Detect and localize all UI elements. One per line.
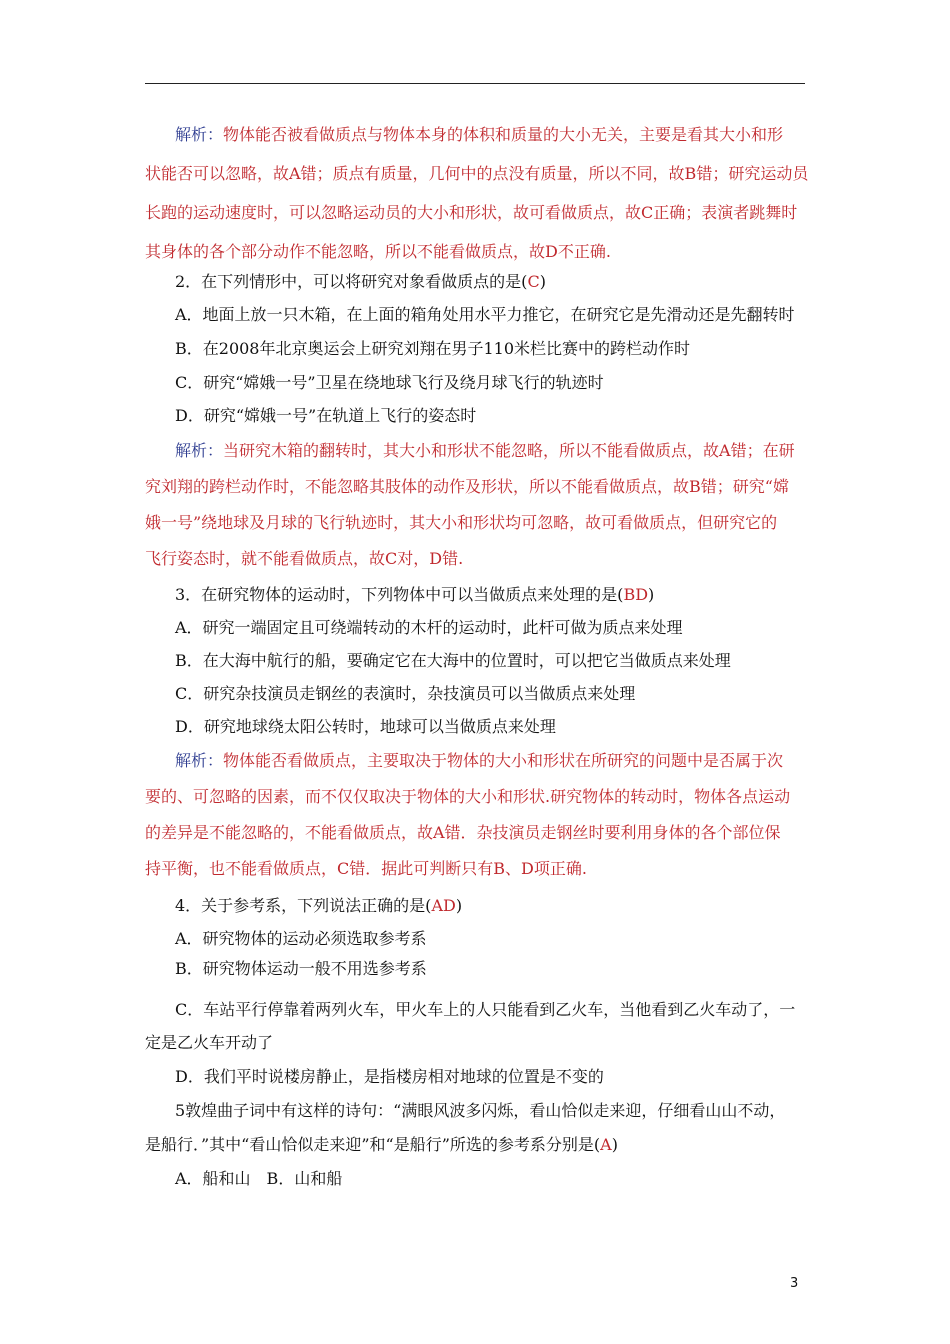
question-3-option-d: D．研究地球绕太阳公转时，地球可以当做质点来处理: [175, 717, 556, 736]
question-5-answer: A: [600, 1135, 612, 1154]
question-4-option-c-line-2: 定是乙火车开动了: [145, 1033, 274, 1052]
analysis-2-line-1: 解析：当研究木箱的翻转时，其大小和形状不能忽略，所以不能看做质点，故A错；在研: [175, 441, 795, 460]
question-3-answer: BD: [623, 585, 649, 604]
analysis-3-line-2: 要的、可忽略的因素，而不仅仅取决于物体的大小和形状.研究物体的转动时，物体各点运动: [145, 787, 791, 806]
header-rule: [145, 83, 805, 84]
question-2-option-b: B．在2008年北京奥运会上研究刘翔在男子110米栏比赛中的跨栏动作时: [175, 339, 691, 358]
question-3-option-c: C．研究杂技演员走钢丝的表演时，杂技演员可以当做质点来处理: [175, 684, 636, 703]
question-2-answer: C: [527, 272, 540, 291]
analysis-1-line-3: 长跑的运动速度时，可以忽略运动员的大小和形状，故可看做质点，故C正确；表演者跳舞时: [145, 203, 798, 222]
question-2-option-d: D．研究“嫦娥一号”在轨道上飞行的姿态时: [175, 406, 477, 425]
question-2-option-a: A．地面上放一只木箱，在上面的箱角处用水平力推它，在研究它是先滑动还是先翻转时: [175, 305, 795, 324]
analysis-1-line-2: 状能否可以忽略，故A错；质点有质量，几何中的点没有质量，所以不同，故B错；研究运动员: [145, 164, 809, 183]
question-3-stem: 3．在研究物体的运动时，下列物体中可以当做质点来处理的是(BD): [175, 585, 655, 604]
question-3-option-a: A．研究一端固定且可绕端转动的木杆的运动时，此杆可做为质点来处理: [175, 618, 683, 637]
question-4-option-c-line-1: C．车站平行停靠着两列火车，甲火车上的人只能看到乙火车，当他看到乙火车动了，一: [175, 1000, 796, 1019]
analysis-3-line-1: 解析：物体能否看做质点，主要取决于物体的大小和形状在所研究的问题中是否属于次: [175, 751, 784, 770]
question-2-stem: 2．在下列情形中，可以将研究对象看做质点的是(C): [175, 272, 546, 291]
question-4-stem: 4．关于参考系，下列说法正确的是(AD): [175, 896, 463, 915]
question-2-option-c: C．研究“嫦娥一号”卫星在绕地球飞行及绕月球飞行的轨迹时: [175, 373, 604, 392]
page-number: 3: [790, 1276, 799, 1291]
analysis-3-line-3: 的差异是不能忽略的，不能看做质点，故A错．杂技演员走钢丝时要利用身体的各个部位保: [145, 823, 781, 842]
question-4-option-b: B．研究物体运动一般不用选参考系: [175, 959, 427, 978]
question-5-options: A．船和山 B．山和船: [175, 1169, 343, 1188]
analysis-label: 解析：: [175, 125, 224, 144]
question-4-option-d: D．我们平时说楼房静止，是指楼房相对地球的位置是不变的: [175, 1067, 604, 1086]
question-5-stem-line-1: 5敦煌曲子词中有这样的诗句：“满眼风波多闪烁，看山恰似走来迎，仔细看山山不动，: [175, 1101, 786, 1120]
analysis-2-line-3: 娥一号”绕地球及月球的飞行轨迹时，其大小和形状均可忽略，故可看做质点，但研究它的: [145, 513, 778, 532]
question-4-option-a: A．研究物体的运动必须选取参考系: [175, 929, 427, 948]
analysis-2-line-4: 飞行姿态时，就不能看做质点，故C对，D错.: [145, 549, 464, 568]
analysis-1-line-4: 其身体的各个部分动作不能忽略，所以不能看做质点，故D不正确.: [145, 242, 611, 261]
analysis-1-line-1: 解析：物体能否被看做质点与物体本身的体积和质量的大小无关，主要是看其大小和形: [175, 125, 784, 144]
analysis-3-line-4: 持平衡，也不能看做质点，C错．据此可判断只有B、D项正确.: [145, 859, 587, 878]
question-3-option-b: B．在大海中航行的船，要确定它在大海中的位置时，可以把它当做质点来处理: [175, 651, 731, 670]
question-4-answer: AD: [431, 896, 456, 915]
analysis-2-line-2: 究刘翔的跨栏动作时，不能忽略其肢体的动作及形状，所以不能看做质点，故B错；研究“嫦: [145, 477, 789, 496]
question-5-stem-line-2: 是船行．”其中“看山恰似走来迎”和“是船行”所选的参考系分别是(A): [145, 1135, 618, 1154]
